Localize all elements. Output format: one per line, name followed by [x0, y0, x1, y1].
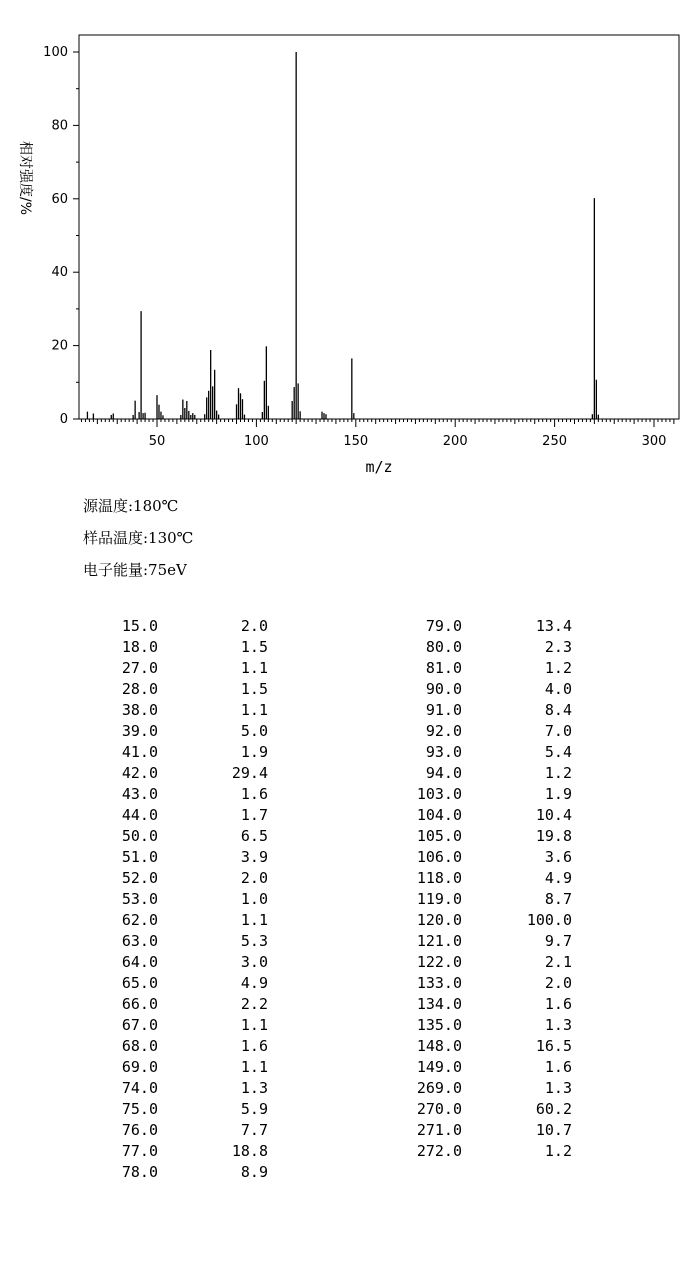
peak-row — [98, 1141, 268, 1162]
peak-mz: 15.0 — [121, 617, 158, 635]
peak-mz: 91.0 — [425, 701, 462, 719]
peak-mz: 121.0 — [416, 932, 462, 950]
peak-row — [98, 721, 268, 742]
peak-row — [402, 868, 572, 889]
peak-row — [402, 658, 572, 679]
peak-intensity: 5.3 — [240, 932, 268, 950]
peak-row — [402, 1078, 572, 1099]
peak-mz: 65.0 — [121, 974, 158, 992]
peak-row — [402, 784, 572, 805]
peak-mz: 149.0 — [416, 1058, 462, 1076]
peak-intensity: 2.0 — [240, 617, 268, 635]
peak-row — [98, 889, 268, 910]
peak-mz: 133.0 — [416, 974, 462, 992]
peak-table-right — [402, 616, 572, 1162]
peak-row — [98, 1057, 268, 1078]
peak-row — [98, 805, 268, 826]
peak-row — [402, 700, 572, 721]
peak-intensity: 18.8 — [231, 1142, 268, 1160]
peak-intensity: 1.6 — [240, 1037, 268, 1055]
x-axis — [81, 419, 673, 449]
peak-intensity: 9.7 — [544, 932, 572, 950]
peak-intensity: 2.1 — [544, 953, 572, 971]
peak-mz: 119.0 — [416, 890, 462, 908]
x-tick-label: 50 — [148, 434, 166, 449]
peak-intensity: 1.9 — [240, 743, 268, 761]
peak-row — [98, 1078, 268, 1099]
peak-row — [402, 616, 572, 637]
peak-row — [402, 1141, 572, 1162]
peak-mz: 134.0 — [416, 995, 462, 1013]
peak-row — [402, 1057, 572, 1078]
peak-mz: 38.0 — [121, 701, 158, 719]
peak-row — [98, 952, 268, 973]
peak-intensity: 1.1 — [240, 701, 268, 719]
y-axis-label: 相对强度/% — [17, 140, 33, 216]
peak-mz: 271.0 — [416, 1121, 462, 1139]
peak-intensity: 19.8 — [535, 827, 572, 845]
peak-mz: 92.0 — [425, 722, 462, 740]
peak-intensity: 100.0 — [526, 911, 572, 929]
peak-mz: 27.0 — [121, 659, 158, 677]
peak-intensity: 1.2 — [544, 764, 572, 782]
peak-row — [98, 1162, 268, 1183]
peak-row — [98, 994, 268, 1015]
peak-row — [98, 1036, 268, 1057]
mass-spectrum-chart — [0, 0, 687, 480]
plot-frame — [79, 35, 679, 419]
peak-row — [98, 637, 268, 658]
x-tick-label: 300 — [641, 434, 667, 449]
peak-mz: 104.0 — [416, 806, 462, 824]
peak-mz: 122.0 — [416, 953, 462, 971]
peak-row — [402, 826, 572, 847]
peak-intensity: 1.6 — [240, 785, 268, 803]
peak-mz: 28.0 — [121, 680, 158, 698]
peak-intensity: 10.4 — [535, 806, 572, 824]
peak-mz: 39.0 — [121, 722, 158, 740]
peak-mz: 118.0 — [416, 869, 462, 887]
peak-row — [98, 973, 268, 994]
peak-intensity: 1.6 — [544, 995, 572, 1013]
peak-intensity: 3.6 — [544, 848, 572, 866]
peak-intensity: 1.0 — [240, 890, 268, 908]
peak-mz: 44.0 — [121, 806, 158, 824]
peak-mz: 94.0 — [425, 764, 462, 782]
peak-row — [402, 763, 572, 784]
peak-row — [98, 616, 268, 637]
peak-mz: 269.0 — [416, 1079, 462, 1097]
peak-row — [98, 658, 268, 679]
peak-mz: 80.0 — [425, 638, 462, 656]
peak-intensity: 6.5 — [240, 827, 268, 845]
peak-mz: 68.0 — [121, 1037, 158, 1055]
peak-row — [402, 637, 572, 658]
y-tick-label: 100 — [43, 45, 68, 60]
peak-mz: 75.0 — [121, 1100, 158, 1118]
peak-mz: 90.0 — [425, 680, 462, 698]
peak-mz: 76.0 — [121, 1121, 158, 1139]
peak-mz: 43.0 — [121, 785, 158, 803]
y-tick-label: 20 — [51, 338, 68, 354]
peak-mz: 50.0 — [121, 827, 158, 845]
peak-mz: 79.0 — [425, 617, 462, 635]
peak-mz: 69.0 — [121, 1058, 158, 1076]
peak-intensity: 10.7 — [535, 1121, 572, 1139]
peak-intensity: 1.1 — [240, 659, 268, 677]
peak-intensity: 2.0 — [544, 974, 572, 992]
peak-intensity: 8.4 — [544, 701, 572, 719]
peak-mz: 63.0 — [121, 932, 158, 950]
peak-intensity: 7.7 — [240, 1121, 268, 1139]
peak-row — [402, 994, 572, 1015]
peak-mz: 78.0 — [121, 1163, 158, 1181]
peak-intensity: 1.2 — [544, 659, 572, 677]
peak-intensity: 3.9 — [240, 848, 268, 866]
sample-temperature: 样品温度:130℃ — [83, 529, 194, 547]
peak-row — [402, 721, 572, 742]
y-tick-label: 0 — [59, 412, 68, 427]
y-tick-label: 60 — [51, 191, 68, 207]
peak-mz: 272.0 — [416, 1142, 462, 1160]
peak-table-left — [98, 616, 268, 1183]
y-tick-label: 40 — [51, 265, 68, 281]
peak-mz: 42.0 — [121, 764, 158, 782]
x-tick-label: 100 — [243, 434, 269, 449]
peak-mz: 62.0 — [121, 911, 158, 929]
peak-mz: 105.0 — [416, 827, 462, 845]
peak-intensity: 5.4 — [544, 743, 572, 761]
peak-row — [98, 700, 268, 721]
peak-intensity: 7.0 — [544, 722, 572, 740]
peak-mz: 51.0 — [121, 848, 158, 866]
peak-mz: 67.0 — [121, 1016, 158, 1034]
peak-mz: 148.0 — [416, 1037, 462, 1055]
peak-mz: 18.0 — [121, 638, 158, 656]
peak-mz: 120.0 — [416, 911, 462, 929]
peak-row — [402, 910, 572, 931]
peak-row — [98, 910, 268, 931]
peak-row — [98, 742, 268, 763]
peak-row — [98, 1099, 268, 1120]
peak-row — [98, 763, 268, 784]
peak-intensity: 1.5 — [240, 638, 268, 656]
peak-mz: 74.0 — [121, 1079, 158, 1097]
x-tick-label: 250 — [542, 434, 568, 449]
peak-intensity: 60.2 — [535, 1100, 572, 1118]
peak-intensity: 1.3 — [240, 1079, 268, 1097]
peak-intensity: 2.0 — [240, 869, 268, 887]
peak-intensity: 8.9 — [240, 1163, 268, 1181]
peak-mz: 106.0 — [416, 848, 462, 866]
peak-row — [402, 742, 572, 763]
peak-intensity: 29.4 — [231, 764, 268, 782]
peak-intensity: 1.5 — [240, 680, 268, 698]
peak-row — [402, 889, 572, 910]
peak-row — [98, 826, 268, 847]
peak-intensity: 1.1 — [240, 1016, 268, 1034]
peak-mz: 53.0 — [121, 890, 158, 908]
peak-intensity: 5.0 — [240, 722, 268, 740]
peak-intensity: 5.9 — [240, 1100, 268, 1118]
peak-row — [402, 952, 572, 973]
peak-intensity: 13.4 — [535, 617, 572, 635]
peak-row — [98, 1015, 268, 1036]
electron-energy: 电子能量:75eV — [83, 561, 187, 579]
x-axis-label: m/z — [365, 458, 393, 476]
peak-row — [98, 784, 268, 805]
peak-row — [402, 679, 572, 700]
peak-row — [402, 1036, 572, 1057]
peak-mz: 135.0 — [416, 1016, 462, 1034]
peak-row — [98, 847, 268, 868]
peak-row — [402, 931, 572, 952]
peak-intensity: 8.7 — [544, 890, 572, 908]
peak-intensity: 3.0 — [240, 953, 268, 971]
peak-row — [98, 1120, 268, 1141]
peak-row — [402, 973, 572, 994]
peak-intensity: 4.0 — [544, 680, 572, 698]
peak-intensity: 2.3 — [544, 638, 572, 656]
peak-intensity: 1.3 — [544, 1016, 572, 1034]
y-axis — [43, 45, 79, 427]
y-tick-label: 80 — [51, 118, 68, 134]
peak-mz: 66.0 — [121, 995, 158, 1013]
peak-intensity: 1.7 — [240, 806, 268, 824]
source-temperature: 源温度:180℃ — [83, 497, 179, 515]
peak-mz: 52.0 — [121, 869, 158, 887]
peak-intensity: 4.9 — [544, 869, 572, 887]
x-tick-label: 150 — [343, 434, 369, 449]
peak-row — [98, 931, 268, 952]
peak-intensity: 2.2 — [240, 995, 268, 1013]
peak-row — [402, 1120, 572, 1141]
peak-intensity: 1.1 — [240, 1058, 268, 1076]
peak-mz: 41.0 — [121, 743, 158, 761]
peak-row — [98, 679, 268, 700]
peak-mz: 270.0 — [416, 1100, 462, 1118]
peak-row — [98, 868, 268, 889]
peak-mz: 103.0 — [416, 785, 462, 803]
peak-row — [402, 1015, 572, 1036]
peak-row — [402, 847, 572, 868]
peak-mz: 93.0 — [425, 743, 462, 761]
peak-row — [402, 1099, 572, 1120]
peak-intensity: 1.3 — [544, 1079, 572, 1097]
peak-intensity: 1.2 — [544, 1142, 572, 1160]
peak-intensity: 1.6 — [544, 1058, 572, 1076]
peak-intensity: 1.9 — [544, 785, 572, 803]
peak-mz: 64.0 — [121, 953, 158, 971]
peak-intensity: 4.9 — [240, 974, 268, 992]
peak-mz: 77.0 — [121, 1142, 158, 1160]
peak-intensity: 16.5 — [535, 1037, 572, 1055]
peak-bars — [87, 52, 598, 419]
peak-mz: 81.0 — [425, 659, 462, 677]
x-tick-label: 200 — [442, 434, 468, 449]
peak-intensity: 1.1 — [240, 911, 268, 929]
peak-row — [402, 805, 572, 826]
